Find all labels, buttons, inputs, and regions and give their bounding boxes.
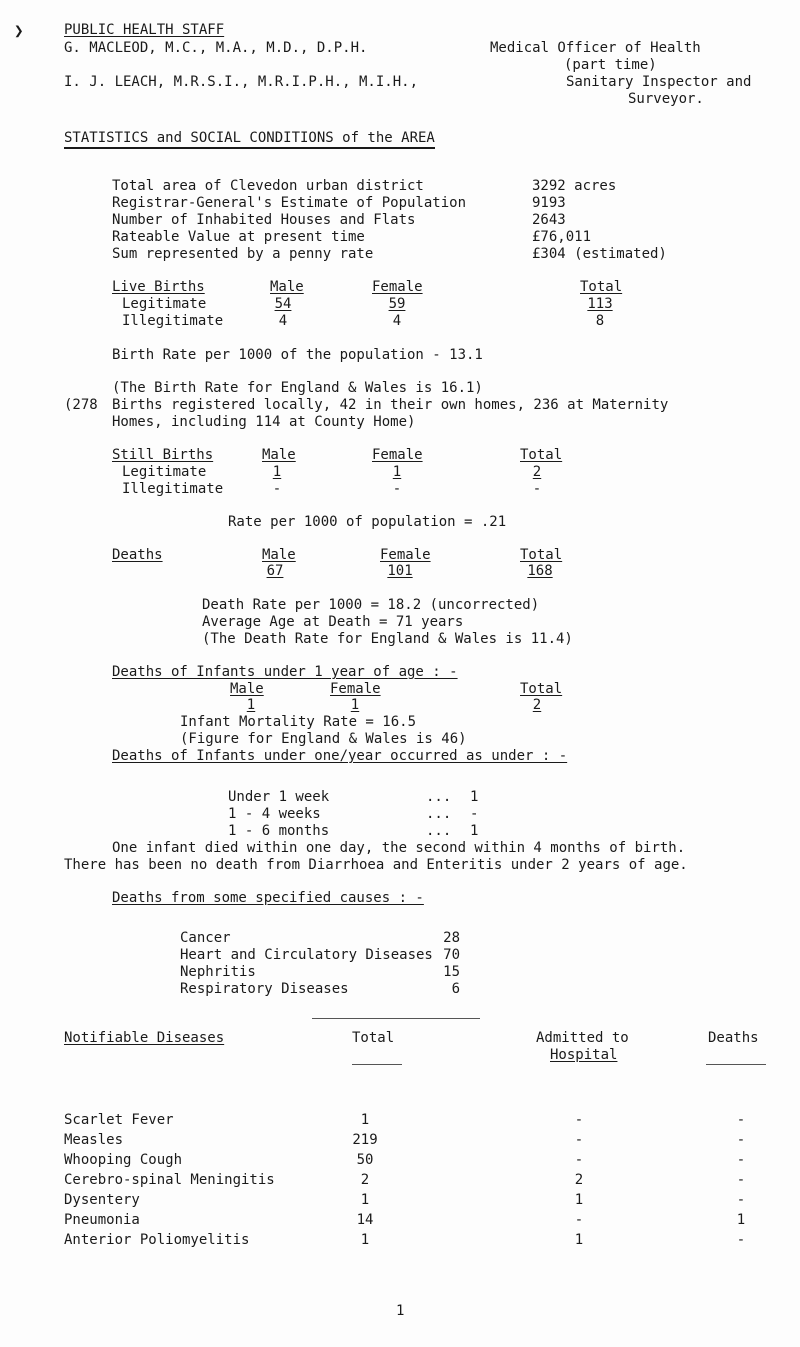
notifiable-deaths-6: 1 — [736, 1212, 746, 1228]
area-row-label-2: Registrar-General's Estimate of Population — [112, 195, 467, 211]
notifiable-disease-5: Dysentery — [64, 1192, 140, 1208]
still-births-total-header: Total — [520, 447, 563, 463]
still-births-legit-total: 2 — [532, 464, 542, 480]
notifiable-header-hospital: Hospital — [550, 1047, 618, 1063]
notifiable-admitted-2: - — [574, 1132, 584, 1148]
bullet-mark: ❯ — [14, 21, 24, 40]
notifiable-header-deaths: Deaths — [708, 1030, 759, 1046]
notifiable-total-4: 2 — [360, 1172, 370, 1188]
cause-count-3: 15 — [443, 964, 460, 980]
area-row-label-3: Number of Inhabited Houses and Flats — [112, 212, 416, 228]
notifiable-total-6: 14 — [356, 1212, 374, 1228]
area-row-value-1: 3292 acres — [532, 178, 617, 194]
notifiable-header-disease: Notifiable Diseases — [64, 1030, 225, 1046]
infant-period-dots-3: ... — [426, 823, 452, 839]
infant-period-value-1: 1 — [470, 789, 479, 805]
still-births-legit-label: Legitimate — [122, 464, 207, 480]
deaths-total-header: Total — [520, 547, 563, 563]
notifiable-deaths-3: - — [736, 1152, 746, 1168]
live-births-legit-label: Legitimate — [122, 296, 207, 312]
section-divider — [312, 1018, 480, 1019]
staff-role-1: Medical Officer of Health — [490, 40, 701, 56]
notifiable-admitted-6: - — [574, 1212, 584, 1228]
deaths-female-value: 101 — [387, 563, 413, 579]
cause-count-2: 70 — [443, 947, 460, 963]
still-births-legit-female: 1 — [392, 464, 402, 480]
notifiable-deaths-5: - — [736, 1192, 746, 1208]
infant-period-value-3: 1 — [470, 823, 479, 839]
birth-rate-line: Birth Rate per 1000 of the population - 13.1 — [112, 347, 483, 363]
area-row-value-4: £76,011 — [532, 229, 592, 245]
notifiable-header-total: Total — [352, 1030, 395, 1046]
staff-role-note-1: (part time) — [564, 57, 657, 73]
live-births-legit-total: 113 — [587, 296, 613, 312]
births-homes-note: Homes, including 114 at County Home) — [112, 414, 416, 430]
still-births-illegit-total: - — [532, 481, 542, 497]
death-rate-england-note: (The Death Rate for England & Wales is 11.4) — [202, 631, 573, 647]
infant-period-dots-2: ... — [426, 806, 452, 822]
cause-count-4: 6 — [451, 981, 460, 997]
notifiable-admitted-5: 1 — [574, 1192, 584, 1208]
notifiable-deaths-rule — [706, 1064, 766, 1065]
notifiable-total-7: 1 — [360, 1232, 370, 1248]
infant-period-2: 1 - 4 weeks — [228, 806, 321, 822]
notifiable-admitted-1: - — [574, 1112, 584, 1128]
infant-england-figure: (Figure for England & Wales is 46) — [180, 731, 467, 747]
staff-name-1: G. MACLEOD, M.C., M.A., M.D., D.P.H. — [64, 40, 368, 56]
specified-causes-title: Deaths from some specified causes : - — [112, 890, 424, 906]
still-births-illegit-female: - — [392, 481, 402, 497]
infant-mortality-rate: Infant Mortality Rate = 16.5 — [180, 714, 417, 730]
infant-deaths-female-value: 1 — [350, 697, 360, 713]
deaths-total-value: 168 — [527, 563, 553, 579]
live-births-female-header: Female — [372, 279, 423, 295]
notifiable-disease-4: Cerebro-spinal Meningitis — [64, 1172, 275, 1188]
births-registered-note: Births registered locally, 42 in their own homes, 236 at Maternity — [112, 397, 669, 413]
infant-deaths-male-header: Male — [230, 681, 264, 697]
birth-rate-england-note: (The Birth Rate for England & Wales is 16.1) — [112, 380, 483, 396]
deaths-header: Deaths — [112, 547, 163, 563]
notifiable-admitted-4: 2 — [574, 1172, 584, 1188]
notifiable-admitted-7: 1 — [574, 1232, 584, 1248]
area-row-value-2: 9193 — [532, 195, 566, 211]
deaths-female-header: Female — [380, 547, 431, 563]
cause-count-1: 28 — [443, 930, 460, 946]
staff-role-note-2: Surveyor. — [628, 91, 704, 107]
notifiable-total-5: 1 — [360, 1192, 370, 1208]
live-births-illegit-female: 4 — [392, 313, 402, 329]
notifiable-header-admitted: Admitted to — [536, 1030, 629, 1046]
infant-period-value-2: - — [470, 806, 479, 822]
notifiable-disease-1: Scarlet Fever — [64, 1112, 174, 1128]
infant-occurred-title: Deaths of Infants under one/year occurred as under : - — [112, 748, 568, 764]
section-title: PUBLIC HEALTH STAFF — [64, 22, 225, 38]
still-births-male-header: Male — [262, 447, 296, 463]
area-row-label-4: Rateable Value at present time — [112, 229, 365, 245]
infant-period-3: 1 - 6 months — [228, 823, 330, 839]
cause-label-2: Heart and Circulatory Diseases — [180, 947, 433, 963]
notifiable-admitted-3: - — [574, 1152, 584, 1168]
notifiable-total-2: 219 — [352, 1132, 378, 1148]
live-births-male-header: Male — [270, 279, 304, 295]
live-births-legit-male: 54 — [274, 296, 292, 312]
average-age-line: Average Age at Death = 71 years — [202, 614, 464, 630]
staff-role-2: Sanitary Inspector and — [566, 74, 752, 90]
death-rate-line: Death Rate per 1000 = 18.2 (uncorrected) — [202, 597, 540, 613]
deaths-male-value: 67 — [266, 563, 284, 579]
infant-period-1: Under 1 week — [228, 789, 330, 805]
area-row-value-5: £304 (estimated) — [532, 246, 667, 262]
live-births-header: Live Births — [112, 279, 205, 295]
infant-note-1: One infant died within one day, the second within 4 months of birth. — [112, 840, 686, 856]
infant-note-2: There has been no death from Diarrhoea and Enteritis under 2 years of age. — [64, 857, 688, 873]
infant-deaths-title: Deaths of Infants under 1 year of age : - — [112, 664, 458, 680]
notifiable-disease-6: Pneumonia — [64, 1212, 140, 1228]
infant-deaths-female-header: Female — [330, 681, 381, 697]
staff-name-2: I. J. LEACH, M.R.S.I., M.R.I.P.H., M.I.H., — [64, 74, 419, 90]
still-births-rate: Rate per 1000 of population = .21 — [228, 514, 507, 530]
area-row-label-1: Total area of Clevedon urban district — [112, 178, 424, 194]
notifiable-deaths-4: - — [736, 1172, 746, 1188]
area-row-label-5: Sum represented by a penny rate — [112, 246, 374, 262]
still-births-female-header: Female — [372, 447, 423, 463]
infant-deaths-total-value: 2 — [532, 697, 542, 713]
live-births-illegit-total: 8 — [595, 313, 605, 329]
deaths-male-header: Male — [262, 547, 296, 563]
infant-deaths-male-value: 1 — [246, 697, 256, 713]
notifiable-total-1: 1 — [360, 1112, 370, 1128]
live-births-legit-female: 59 — [388, 296, 406, 312]
cause-label-1: Cancer — [180, 930, 231, 946]
notifiable-deaths-1: - — [736, 1112, 746, 1128]
live-births-illegit-male: 4 — [278, 313, 288, 329]
infant-deaths-total-header: Total — [520, 681, 563, 697]
notifiable-deaths-2: - — [736, 1132, 746, 1148]
notifiable-total-3: 50 — [356, 1152, 374, 1168]
statistics-title: STATISTICS and SOCIAL CONDITIONS of the AREA — [64, 130, 435, 149]
page-number: 1 — [396, 1303, 405, 1319]
still-births-illegit-male: - — [272, 481, 282, 497]
still-births-illegit-label: Illegitimate — [122, 481, 224, 497]
area-row-value-3: 2643 — [532, 212, 566, 228]
still-births-legit-male: 1 — [272, 464, 282, 480]
live-births-total-header: Total — [580, 279, 623, 295]
notifiable-disease-7: Anterior Poliomyelitis — [64, 1232, 250, 1248]
cause-label-3: Nephritis — [180, 964, 256, 980]
notifiable-deaths-7: - — [736, 1232, 746, 1248]
still-births-header: Still Births — [112, 447, 214, 463]
notifiable-disease-2: Measles — [64, 1132, 124, 1148]
cause-label-4: Respiratory Diseases — [180, 981, 349, 997]
infant-period-dots-1: ... — [426, 789, 452, 805]
births-side-note: (278 — [64, 397, 98, 413]
notifiable-total-rule — [352, 1064, 402, 1065]
notifiable-disease-3: Whooping Cough — [64, 1152, 183, 1168]
live-births-illegit-label: Illegitimate — [122, 313, 224, 329]
